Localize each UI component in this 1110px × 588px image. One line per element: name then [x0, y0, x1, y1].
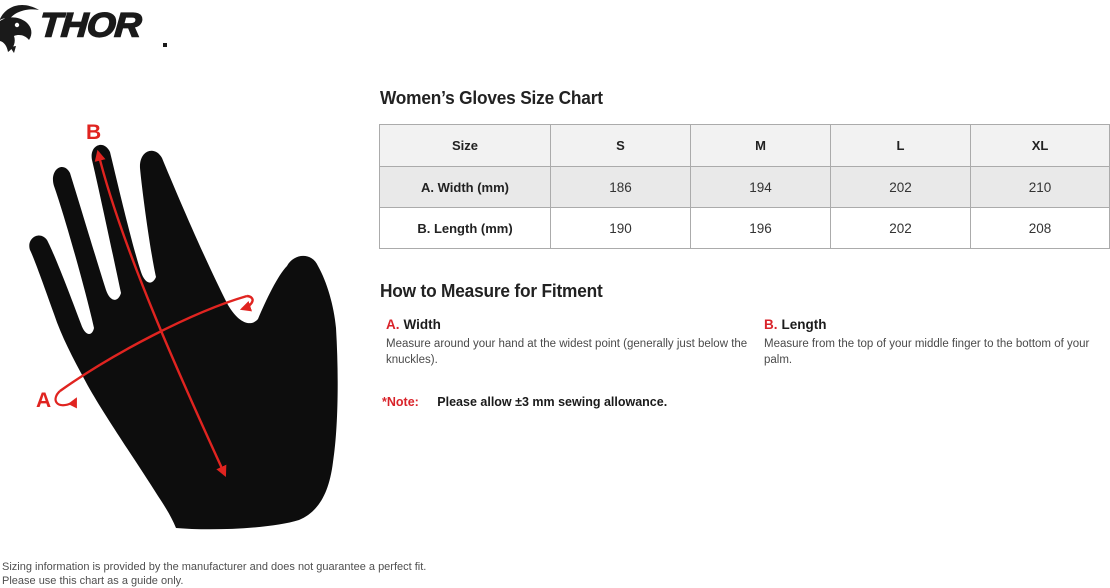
brand-wordmark: THOR — [38, 6, 142, 44]
measure-width-key: A. — [386, 317, 400, 332]
table-header-s: S — [551, 125, 691, 167]
table-header-xl: XL — [971, 125, 1110, 167]
note-label: *Note: — [382, 395, 419, 409]
width-value-m: 194 — [691, 167, 831, 208]
trademark-dot — [163, 43, 167, 47]
length-value-s: 190 — [551, 208, 691, 249]
width-arrow-curl — [56, 391, 76, 405]
table-header-row — [380, 125, 1110, 167]
length-value-m: 196 — [691, 208, 831, 249]
width-value-s: 186 — [551, 167, 691, 208]
section-heading: How to Measure for Fitment — [380, 281, 603, 301]
measure-length-key: B. — [764, 317, 778, 332]
footer-line-2: Please use this chart as a guide only. — [2, 575, 184, 587]
footer-disclaimer — [2, 560, 426, 588]
measure-length-description: Measure from the top of your middle finger to the bottom of your palm. — [764, 338, 1090, 366]
measure-item-length — [764, 317, 1110, 368]
table-header-size: Size — [380, 125, 551, 167]
hand-silhouette — [29, 145, 337, 529]
table-row-width — [380, 167, 1110, 208]
width-value-xl: 210 — [971, 167, 1110, 208]
figure-label-length: B — [86, 121, 102, 144]
brand-logo[interactable] — [0, 0, 180, 62]
table-row-length — [380, 208, 1110, 249]
measure-item-width — [386, 317, 758, 368]
row-label-width: A. Width (mm) — [380, 167, 551, 208]
length-value-l: 202 — [831, 208, 971, 249]
table-header-l: L — [831, 125, 971, 167]
row-label-length: B. Length (mm) — [380, 208, 551, 249]
measure-width-description: Measure around your hand at the widest point (generally just below the knuckles). — [386, 338, 748, 366]
width-value-l: 202 — [831, 167, 971, 208]
glove-measurement-figure — [0, 100, 360, 540]
length-value-xl: 208 — [971, 208, 1110, 249]
note-text: Please allow ±3 mm sewing allowance. — [437, 395, 668, 409]
measure-width-heading — [386, 317, 758, 332]
goat-head-icon — [0, 1, 42, 55]
measure-length-heading — [764, 317, 1110, 332]
footer-line-1: Sizing information is provided by the manufacturer and does not guarantee a perfect fit. — [2, 561, 427, 573]
measure-width-name: Width — [403, 317, 441, 332]
page-title: Women’s Gloves Size Chart — [380, 88, 603, 108]
sewing-note — [382, 395, 667, 409]
figure-label-width: A — [36, 389, 52, 412]
table-header-m: M — [691, 125, 831, 167]
measure-length-name: Length — [781, 317, 827, 332]
size-chart-table — [379, 124, 1110, 249]
